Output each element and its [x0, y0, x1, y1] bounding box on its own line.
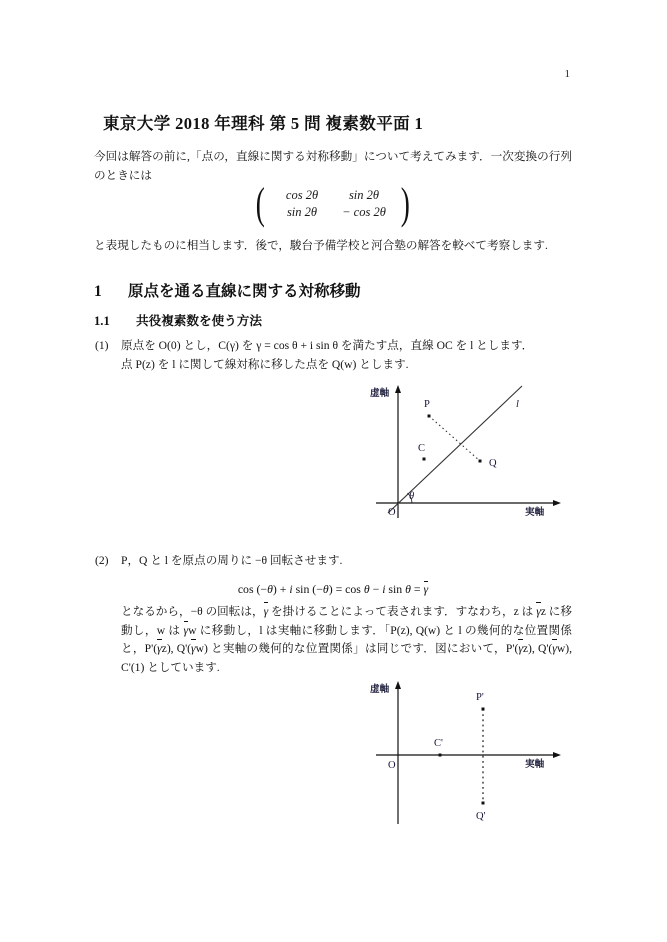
angle-label: θ [409, 491, 415, 502]
list-item-2-line-1: P，Q と l を原点の周りに −θ 回転させます. [121, 554, 343, 567]
line-l-label: l [516, 399, 519, 410]
intro-paragraph: 今回は解答の前に,「点の，直線に関する対称移動」について考えてみます．一次変換の行列のときには [94, 150, 572, 182]
matrix-left-paren: ( [256, 179, 266, 228]
matrix-cell-r1c1: cos 2θ [285, 188, 319, 202]
point-q-dot [479, 460, 482, 463]
continuation-paragraph [121, 603, 572, 677]
matrix-cell-r2c2: − cos 2θ [342, 205, 386, 219]
subsection-title: 共役複素数を使う方法 [136, 314, 262, 328]
gamma-conjugate: γ [423, 582, 429, 596]
real-axis-label: 実軸 [525, 507, 545, 518]
section-number: 1 [94, 283, 102, 300]
point-p-prime-label: P' [476, 692, 484, 703]
real-axis-label: 実軸 [525, 759, 545, 770]
figure-reflection-about-line [370, 382, 580, 522]
section-title: 原点を通る直線に関する対称移動 [128, 283, 361, 300]
equation-text: cos (−θ) + i sin (−θ) = cos θ − i sin θ = γ [237, 582, 429, 596]
point-c-label: C [418, 443, 426, 454]
matrix-cell-r2c1: sin 2θ [286, 205, 318, 219]
matrix-inner [253, 179, 412, 228]
point-q-prime-dot [482, 802, 485, 805]
imaginary-axis-label: 虚軸 [370, 684, 390, 695]
point-c-prime-dot [439, 754, 442, 757]
subsection-heading-1-1 [94, 310, 262, 329]
subsection-number: 1.1 [94, 314, 110, 328]
cont-ovl-7: γ [552, 640, 557, 659]
origin-label: O [388, 507, 396, 518]
cont-seg-8: w), C'(1) としています. [121, 642, 572, 674]
real-axis-arrow [553, 500, 561, 506]
pq-perpendicular-dotted-line [429, 416, 480, 461]
section-heading-1 [94, 279, 361, 301]
list-item-1-line-2: 点 P(z) を l に関して線対称に移した点を Q(w) とします. [121, 357, 409, 371]
equation-rotation [94, 582, 572, 597]
cont-seg-5: z), Q'( [161, 642, 192, 656]
imaginary-axis-arrow [395, 681, 401, 689]
list-item-2 [95, 552, 572, 571]
real-axis-arrow [553, 752, 561, 758]
list-item-1 [95, 337, 572, 374]
matrix-formula [94, 179, 572, 228]
imaginary-axis-label: 虚軸 [370, 388, 390, 399]
cont-ovl-2: γ [536, 603, 541, 622]
document-title: 東京大学 2018 年理科 第 5 問 複素数平面 1 [103, 114, 424, 133]
point-c-dot [423, 458, 426, 461]
cont-seg-4: w に移動し，l は実軸に移動します．「P(z), Q(w) と l の幾何的な位置関係と，P'( [121, 623, 572, 656]
cont-seg-2: を掛けることによって表されます．すなわち，z は [268, 605, 537, 618]
list-item-2-label: (2) [95, 554, 109, 567]
figure-1-svg [370, 382, 580, 522]
matrix-row [271, 204, 395, 221]
figure-2-svg [370, 676, 580, 828]
matrix-right-paren: ) [400, 179, 410, 228]
cont-ovl-6: γ [518, 640, 523, 659]
cont-seg-1: となるから，−θ の回転は， [121, 605, 264, 618]
list-item-1-label: (1) [95, 339, 109, 352]
figure-reflection-about-real-axis [370, 676, 580, 828]
matrix-row [271, 187, 395, 204]
cont-ovl-5: γ [191, 640, 196, 659]
point-q-label: Q [489, 458, 497, 469]
point-p-dot [428, 415, 431, 418]
cont-seg-3: z に移動し，w は [121, 605, 573, 637]
point-p-prime-dot [482, 708, 485, 711]
matrix-body [268, 187, 398, 221]
matrix-cell-r1c2: sin 2θ [348, 188, 380, 202]
cont-seg-7: z), Q'( [522, 642, 553, 656]
cont-seg-6: w) と実軸の幾何的な位置関係」は同じです．図において，P'( [195, 642, 519, 656]
list-item-1-line-1: 原点を O(0) とし，C(γ) を γ = cos θ + i sin θ を満たす点，直線 OC を l とします． [121, 339, 534, 352]
imaginary-axis-arrow [395, 385, 401, 393]
point-q-prime-label: Q' [476, 811, 486, 822]
page-number: 1 [564, 68, 570, 80]
point-p-label: P [424, 399, 430, 410]
cont-ovl-4: γ [157, 640, 162, 659]
cont-ovl-1: γ [264, 603, 269, 622]
point-c-prime-label: C' [434, 738, 443, 749]
cont-ovl-3: γ [184, 622, 189, 641]
after-matrix-paragraph: と表現したものに相当します．後で，駿台予備学校と河合塾の解答を較べて考察します. [94, 239, 548, 252]
origin-label: O [388, 760, 396, 771]
